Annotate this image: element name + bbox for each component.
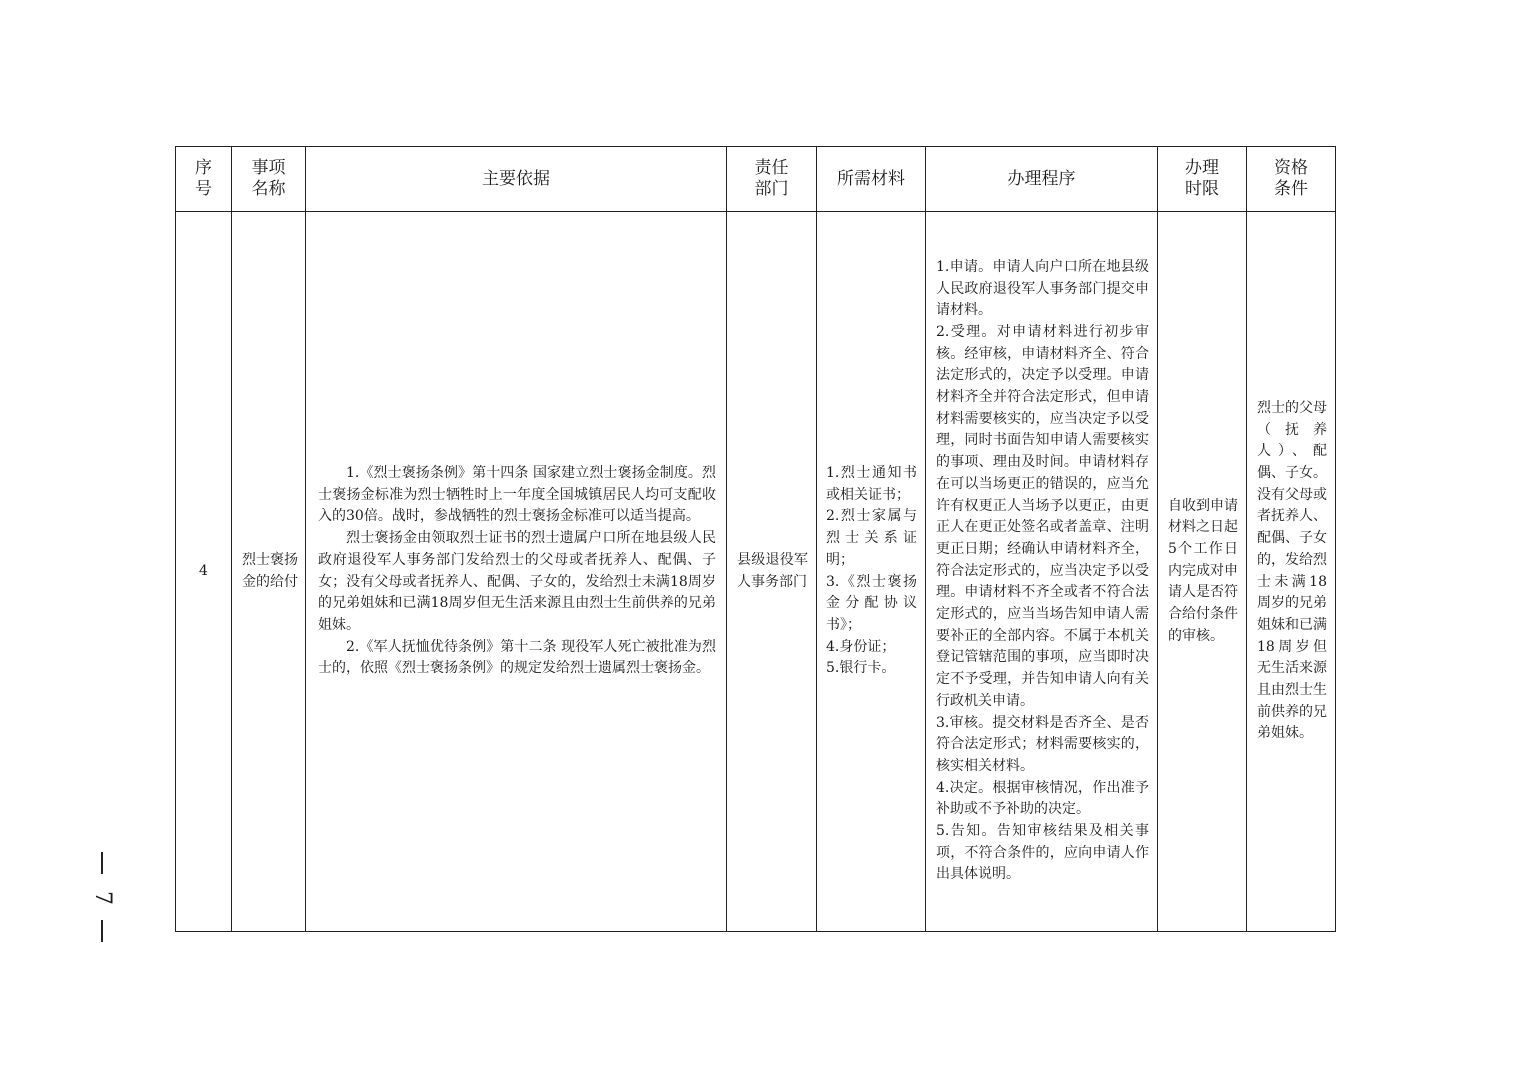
page-number-digit: 7: [90, 891, 115, 905]
procedure-step: 4.决定。根据审核情况，作出准予补助或不予补助的决定。: [936, 779, 1149, 818]
table-header-row: [176, 147, 1336, 212]
cell-basis: [306, 212, 727, 932]
procedure-step: 1.申请。申请人向户口所在地县级人民政府退役军人事务部门提交申请材料。: [936, 258, 1149, 319]
page-number-dash-top: [101, 852, 103, 874]
basis-paragraph: 1.《烈士褒扬条例》第十四条 国家建立烈士褒扬金制度。烈士褒扬金标准为烈士牺牲时上一年度全国城镇居民人均可支配收入的30倍。战时，参战牺牲的烈士褒扬金标准可以适当提高。: [318, 464, 716, 525]
cell-seq: 4: [176, 212, 232, 932]
cell-dept: 县级退役军人事务部门: [727, 212, 817, 932]
procedure-step: 3.审核。提交材料是否齐全、是否符合法定形式；材料需要核实的，核实相关材料。: [936, 714, 1149, 774]
cell-time-limit: 自收到申请材料之日起5个工作日内完成对申请人是否符合给付条件的审核。: [1158, 212, 1247, 932]
material-item: 4.身份证；: [826, 638, 896, 655]
material-item: 2.烈士家属与烈士关系证明；: [826, 508, 917, 568]
material-item: 1.烈士通知书或相关证书；: [826, 464, 917, 503]
cell-item-name: 烈士褒扬金的给付: [232, 212, 306, 932]
cell-qualification: 烈士的父母（抚养人）、配偶、子女。没有父母或者抚养人、配偶、子女的，发给烈士未满18周岁的兄弟姐妹和已满18周岁但无生活来源且由烈士生前供养的兄弟姐妹。: [1247, 212, 1336, 932]
basis-paragraph: 2.《军人抚恤优待条例》第十二条 现役军人死亡被批准为烈士的，依照《烈士褒扬条例》的规定发给烈士遗属烈士褒扬金。: [318, 638, 716, 677]
header-seq: [176, 147, 232, 212]
header-item-name: [232, 147, 306, 212]
header-qualification-label: 资格 条件: [1274, 158, 1308, 199]
material-item: 5.银行卡。: [826, 660, 896, 677]
basis-paragraph: 烈士褒扬金由领取烈士证书的烈士遗属户口所在地县级人民政府退役军人事务部门发给烈士的父母或者抚养人、配偶、子女；没有父母或者抚养人、配偶、子女的，发给烈士未满18周岁的兄弟姐妹和已满18周岁但无生活来源且由烈士生前供养的兄弟姐妹。: [318, 530, 716, 633]
header-item-name-label: 事项 名称: [251, 158, 286, 199]
header-seq-label: 序 号: [195, 158, 212, 199]
header-time-limit: [1158, 147, 1247, 212]
header-basis-label: 主要依据: [482, 168, 550, 189]
header-qualification: [1247, 147, 1336, 212]
header-time-limit-label: 办理 时限: [1185, 158, 1219, 199]
cell-procedure: [926, 212, 1158, 932]
header-procedure: [926, 147, 1158, 212]
cell-materials: [817, 212, 926, 932]
page-number-dash-bottom: [101, 920, 103, 942]
header-dept: [727, 147, 817, 212]
header-dept-label: 责任 部门: [754, 158, 789, 199]
header-materials: [817, 147, 926, 212]
material-item: 3.《烈士褒扬金分配协议书》；: [826, 573, 917, 633]
header-procedure-label: 办理程序: [1007, 168, 1076, 189]
page-number: [90, 850, 114, 946]
service-item-table: [175, 146, 1336, 932]
header-materials-label: 所需材料: [837, 168, 905, 189]
procedure-step: 2.受理。对申请材料进行初步审核。经审核，申请材料齐全、符合法定形式的，决定予以受理。申请材料齐全并符合法定形式，但申请材料需要核实的，应当决定予以受理，同时书面告知申请人需要核实的事项、理由及时间。申请材料存在可以当场更正的错误的，应当允许有权更正人当场予以更正，由更正人在更正处签名或者盖章、注明更正日期；经确认申请材料齐全，符合法定形式的，应当决定予以受理。申请材料不齐全或者不符合法定形式的，应当当场告知申请人需要补正的全部内容。不属于本机关登记管辖范围的事项，应当即时决定不予受理，并告知申请人向有关行政机关申请。: [936, 323, 1149, 709]
header-basis: [306, 147, 727, 212]
procedure-step: 5.告知。告知审核结果及相关事项，不符合条件的，应向申请人作出具体说明。: [936, 823, 1149, 883]
table-row: [176, 212, 1336, 932]
